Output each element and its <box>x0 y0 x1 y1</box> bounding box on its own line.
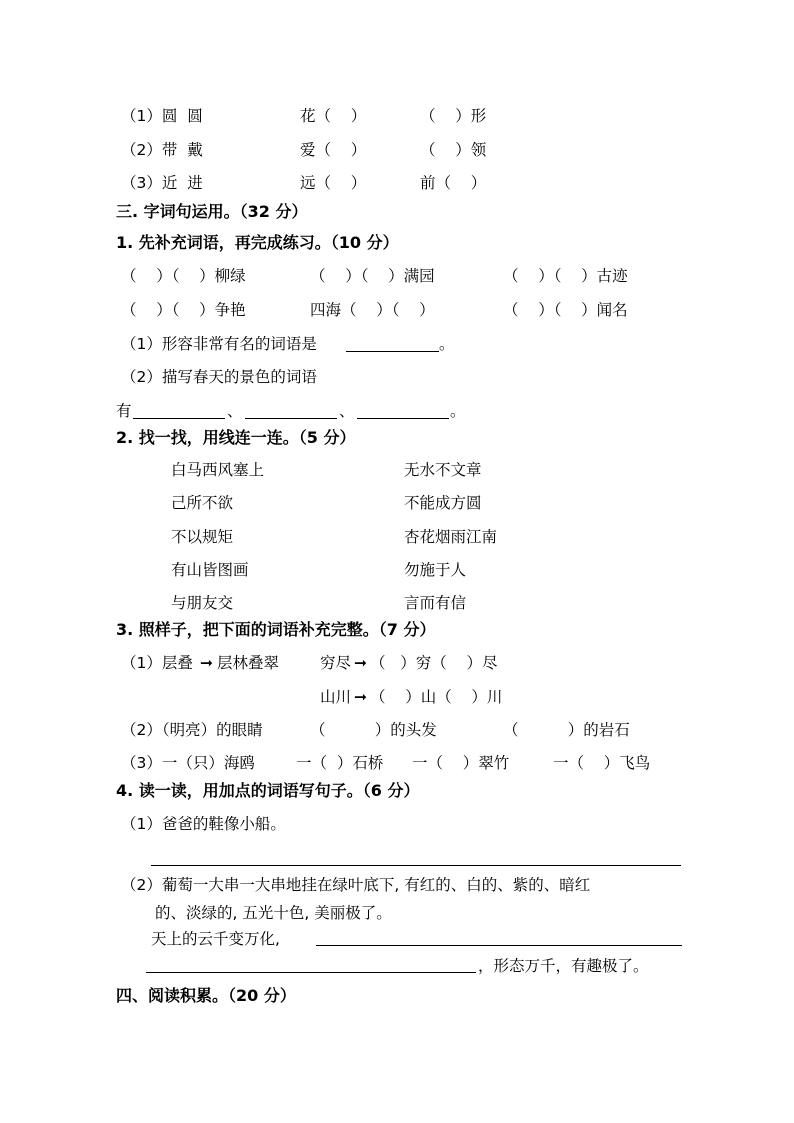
pair-2-c: （ ）领 <box>420 141 487 159</box>
section-3-title: 三. 字词句运用。（32 分） <box>116 202 308 221</box>
q2-title: 2. 找一找，用线连一连。（5 分） <box>116 428 356 447</box>
q3-arrow-2: ➞ <box>354 654 367 672</box>
q3-arrow-1: ➞ <box>200 654 213 672</box>
pair-2-a: （2）带 戴 <box>121 141 203 159</box>
q3-arrow-3: ➞ <box>354 688 367 706</box>
q3-line3-2: （ ）的头发 <box>310 721 437 739</box>
q3-example: 层林叠翠 <box>217 654 280 672</box>
q3-line2-word: 山川 <box>320 688 352 706</box>
q1-row1-1: （ ）（ ）柳绿 <box>121 267 246 285</box>
q1-title: 1. 先补充词语，再完成练习。（10 分） <box>116 233 399 252</box>
pair-1-b: 花（ ） <box>300 107 367 125</box>
q4-sentence-2a: （2）葡萄一大串一大串地挂在绿叶底下, 有红的、白的、紫的、暗红 <box>121 876 591 894</box>
q3-line4-3: 一（ ）翠竹 <box>412 754 510 772</box>
q3-line4-1: （3）一（只）海鸥 <box>121 754 255 772</box>
q2-right-2[interactable]: 不能成方圆 <box>404 494 482 512</box>
q1-row2-2: 四海（ ）（ ） <box>310 301 435 319</box>
pair-1-a: （1）圆 圆 <box>121 107 203 125</box>
q1-sep-2: 、 <box>339 402 355 420</box>
q1-sub2: （2）描写春天的景色的词语 <box>121 368 317 386</box>
q1-sub1: （1）形容非常有名的词语是 <box>121 335 317 353</box>
q3-line3-3: （ ）的岩石 <box>503 721 630 739</box>
q2-left-5[interactable]: 与朋友交 <box>171 594 234 612</box>
q1-row2-3: （ ）（ ）闻名 <box>503 301 628 319</box>
pair-3-b: 远（ ） <box>300 174 367 192</box>
q4-sentence-3a: 天上的云千变万化, <box>151 930 280 948</box>
pair-3-a: （3）近 进 <box>121 174 203 192</box>
q1-blank-2[interactable] <box>245 418 337 419</box>
pair-3-c: 前（ ） <box>420 174 487 192</box>
q1-row2-1: （ ）（ ）争艳 <box>121 301 246 319</box>
q2-left-2[interactable]: 己所不欲 <box>171 494 234 512</box>
q1-sep-1: 、 <box>227 402 243 420</box>
q2-left-3[interactable]: 不以规矩 <box>171 528 234 546</box>
q4-sentence-1: （1）爸爸的鞋像小船。 <box>121 815 286 833</box>
q3-line1-prefix: （1）层叠 <box>121 654 193 672</box>
q2-left-4[interactable]: 有山皆图画 <box>171 561 249 579</box>
q4-answer-line-2[interactable] <box>316 945 682 946</box>
q3-line3-1: （2）（明亮）的眼睛 <box>121 721 263 739</box>
pair-2-b: 爱（ ） <box>300 141 367 159</box>
q2-right-4[interactable]: 勿施于人 <box>404 561 467 579</box>
q1-blank-1[interactable] <box>133 418 225 419</box>
q2-right-1[interactable]: 无水不文章 <box>404 461 482 479</box>
section-4-title: 四、阅读积累。（20 分） <box>116 986 296 1005</box>
q3-line1-blank: （ ）穷（ ）尽 <box>370 654 498 672</box>
q1-line3-start: 有 <box>116 402 132 420</box>
q2-right-3[interactable]: 杏花烟雨江南 <box>404 528 498 546</box>
q2-left-1[interactable]: 白马西风塞上 <box>171 461 265 479</box>
q4-title: 4. 读一读，用加点的词语写句子。（6 分） <box>116 781 420 800</box>
q1-sub1-blank[interactable] <box>346 351 439 352</box>
q3-line4-2: 一（ ）石桥 <box>296 754 384 772</box>
q3-line2-blank: （ ）山（ ）川 <box>370 688 503 706</box>
q3-line1-word: 穷尽 <box>320 654 352 672</box>
q4-answer-line-3[interactable] <box>146 972 476 973</box>
q1-blank-3[interactable] <box>357 418 449 419</box>
q1-end: 。 <box>450 402 466 420</box>
pair-1-c: （ ）形 <box>420 107 487 125</box>
q1-sub1-end: 。 <box>439 335 455 353</box>
q4-answer-line-1[interactable] <box>151 865 681 866</box>
q1-row1-3: （ ）（ ）古迹 <box>503 267 628 285</box>
q4-sentence-3b: ，形态万千，有趣极了。 <box>478 957 649 975</box>
q3-title: 3. 照样子，把下面的词语补充完整。（7 分） <box>116 620 436 639</box>
q3-line4-4: 一（ ）飞鸟 <box>553 754 651 772</box>
q2-right-5[interactable]: 言而有信 <box>404 594 467 612</box>
q4-sentence-2b: 的、淡绿的, 五光十色, 美丽极了。 <box>155 904 392 922</box>
q1-row1-2: （ ）（ ）满园 <box>310 267 435 285</box>
